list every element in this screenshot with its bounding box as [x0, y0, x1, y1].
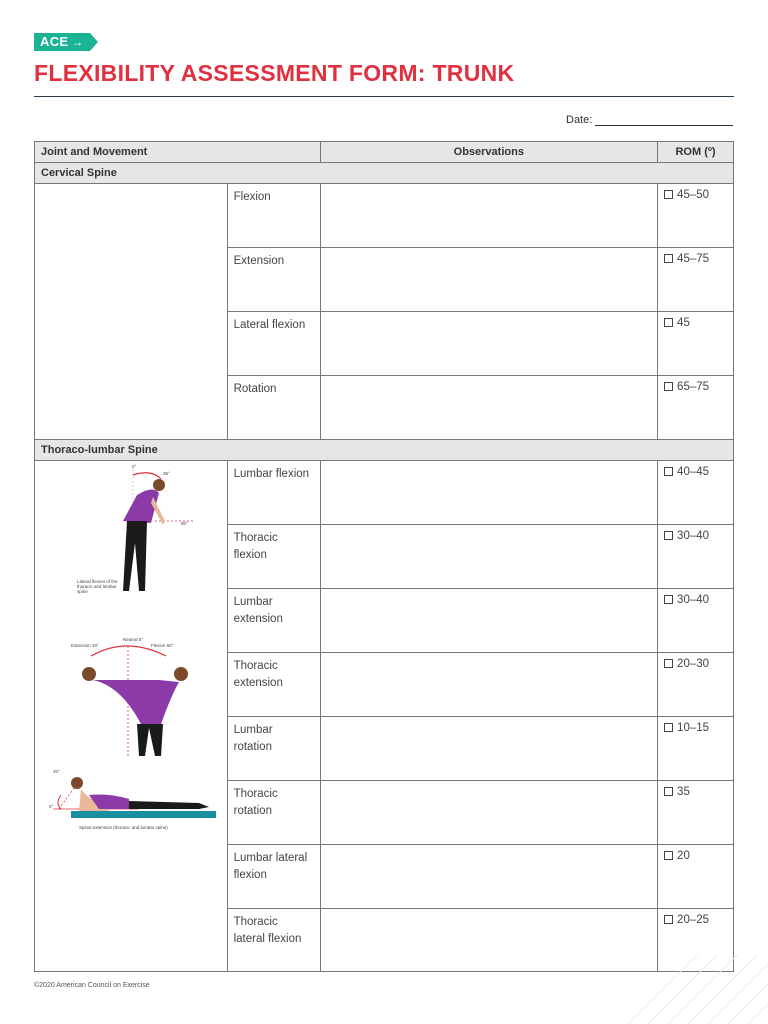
observations-cell[interactable] [320, 845, 657, 909]
movement-label: Rotation [227, 376, 320, 440]
table-row [35, 184, 734, 248]
rom-cell[interactable] [658, 184, 734, 248]
movement-label: Thoracic lateral flexion [227, 909, 320, 972]
observations-cell[interactable] [320, 376, 657, 440]
figure-label: 35° [163, 471, 170, 476]
checkbox[interactable] [664, 318, 673, 327]
rom-value: 20–30 [677, 658, 710, 670]
movement-label: Flexion [227, 184, 320, 248]
movement-label: Thoracic rotation [227, 781, 320, 845]
ace-logo [34, 33, 98, 51]
rom-value: 30–40 [677, 530, 710, 542]
rom-cell[interactable] [658, 248, 734, 312]
movement-label: Lumbar extension [227, 589, 320, 653]
rom-value: 45 [677, 317, 690, 329]
observations-cell[interactable] [320, 653, 657, 717]
figure-label: Neutral 0° [123, 637, 144, 642]
movement-label: Thoracic extension [227, 653, 320, 717]
header-observations: Observations [320, 142, 657, 163]
date-line [595, 115, 733, 126]
observations-cell[interactable] [320, 525, 657, 589]
rom-cell[interactable] [658, 376, 734, 440]
rom-cell[interactable] [658, 717, 734, 781]
observations-cell[interactable] [320, 589, 657, 653]
rom-value: 20 [677, 850, 690, 862]
rom-value: 30–40 [677, 594, 710, 606]
checkbox[interactable] [664, 382, 673, 391]
table-row [35, 461, 734, 525]
rom-value: 35 [677, 786, 690, 798]
checkbox[interactable] [664, 190, 673, 199]
spine-illustrations-cell [35, 461, 228, 972]
figure-label: 0° [132, 464, 137, 469]
section-thoracolumbar [35, 440, 734, 461]
rom-value: 45–50 [677, 189, 710, 201]
logo-text: ACE [40, 34, 69, 49]
page-title: FLEXIBILITY ASSESSMENT FORM: TRUNK [34, 60, 515, 86]
footer-copyright: ©2020 American Council on Exercise [34, 982, 150, 989]
checkbox[interactable] [664, 531, 673, 540]
movement-label: Thoracic flexion [227, 525, 320, 589]
checkbox[interactable] [664, 595, 673, 604]
rom-value: 40–45 [677, 466, 710, 478]
checkbox[interactable] [664, 787, 673, 796]
movement-label: Lumbar flexion [227, 461, 320, 525]
extension-flexion-figure [71, 636, 196, 761]
section-label: Thoraco-lumbar Spine [35, 440, 734, 461]
prone-extension-figure [49, 767, 219, 827]
arrow-icon: → [71, 35, 84, 49]
rom-cell[interactable] [658, 525, 734, 589]
movement-label: Lateral flexion [227, 312, 320, 376]
movement-label: Lumbar rotation [227, 717, 320, 781]
observations-cell[interactable] [320, 461, 657, 525]
section-label: Cervical Spine [35, 163, 734, 184]
title-divider [34, 96, 734, 97]
figure-label: 20° [53, 769, 60, 774]
assessment-table [34, 141, 734, 972]
table-header-row [35, 142, 734, 163]
figure-label: Extension 20° [71, 643, 99, 648]
figure-caption: Spinal extension (thoracic and lumbar spine) [79, 825, 168, 830]
rom-value: 20–25 [677, 914, 710, 926]
movement-label: Lumbar lateral flexion [227, 845, 320, 909]
observations-cell[interactable] [320, 781, 657, 845]
header-rom: ROM (º) [658, 142, 734, 163]
date-field[interactable] [566, 114, 733, 126]
checkbox[interactable] [664, 254, 673, 263]
figure-label: 0° [49, 804, 54, 809]
rom-value: 65–75 [677, 381, 710, 393]
checkbox[interactable] [664, 467, 673, 476]
figure-label: 90° [181, 521, 188, 526]
observations-cell[interactable] [320, 717, 657, 781]
date-label: Date: [566, 114, 593, 126]
observations-cell[interactable] [320, 184, 657, 248]
rom-cell[interactable] [658, 653, 734, 717]
observations-cell[interactable] [320, 909, 657, 972]
rom-cell[interactable] [658, 589, 734, 653]
rom-value: 10–15 [677, 722, 710, 734]
figure-caption: Lateral flexion of the thoracic and lumbar spine [77, 579, 118, 594]
checkbox[interactable] [664, 723, 673, 732]
decorative-stripes [608, 954, 768, 1024]
section-cervical [35, 163, 734, 184]
rom-cell[interactable] [658, 312, 734, 376]
observations-cell[interactable] [320, 312, 657, 376]
rom-cell[interactable] [658, 845, 734, 909]
header-joint: Joint and Movement [35, 142, 321, 163]
rom-value: 45–75 [677, 253, 710, 265]
rom-cell[interactable] [658, 781, 734, 845]
checkbox[interactable] [664, 659, 673, 668]
figure-label: Flexion 60° [151, 643, 174, 648]
observations-cell[interactable] [320, 248, 657, 312]
checkbox[interactable] [664, 915, 673, 924]
movement-label: Extension [227, 248, 320, 312]
checkbox[interactable] [664, 851, 673, 860]
rom-cell[interactable] [658, 461, 734, 525]
cervical-image-cell [35, 184, 228, 440]
